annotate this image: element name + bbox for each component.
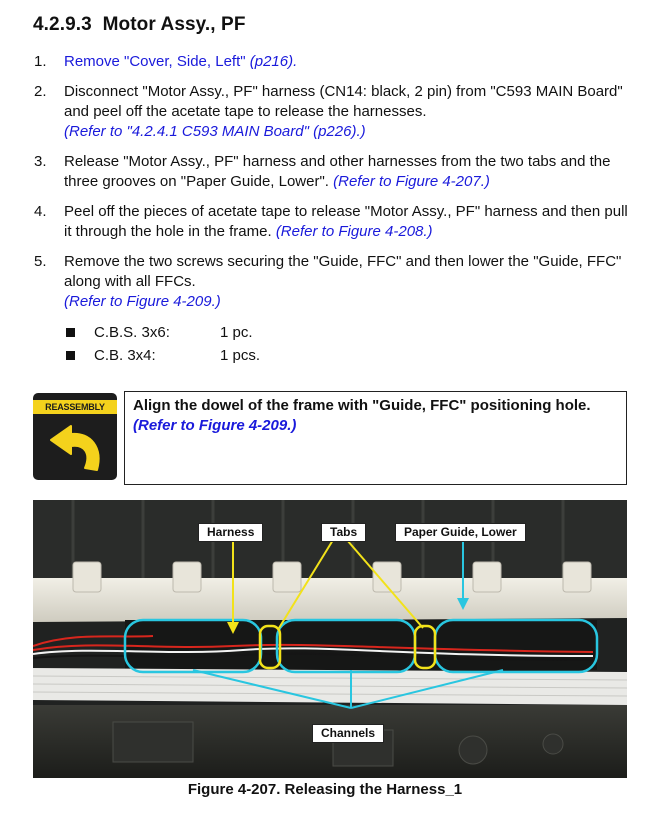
screw-name: C.B. 3x4: xyxy=(94,347,156,364)
step-4-text: Peel off the pieces of acetate tape to release "Motor Assy., PF" harness and then pull it through the hole in the frame. xyxy=(64,203,628,240)
step-5-text: Remove the two screws securing the "Guide, FFC" and then lower the "Guide, FFC" along with all FFCs. xyxy=(64,253,622,290)
step-number: 5. xyxy=(34,253,47,270)
callout-harness: Harness xyxy=(198,523,263,542)
callout-channels: Channels xyxy=(312,724,384,743)
screw-list xyxy=(66,321,260,367)
figure-caption: Figure 4-207. Releasing the Harness_1 xyxy=(187,781,463,798)
step-5-ref[interactable]: (Refer to Figure 4-209.) xyxy=(64,293,221,310)
screw-name: C.B.S. 3x6: xyxy=(94,324,170,341)
step-4-ref[interactable]: (Refer to Figure 4-208.) xyxy=(275,223,433,240)
step-2 xyxy=(34,82,634,142)
reassembly-icon-label: REASSEMBLY xyxy=(33,400,117,414)
bullet-square-icon xyxy=(66,351,75,360)
step-number: 3. xyxy=(34,153,47,170)
screw-qty: 1 pc. xyxy=(220,324,253,341)
callout-paper-guide: Paper Guide, Lower xyxy=(395,523,526,542)
step-5 xyxy=(34,252,634,312)
reassembly-ref[interactable]: (Refer to Figure 4-209.) xyxy=(133,417,297,434)
procedure-steps xyxy=(34,52,634,322)
screw-qty: 1 pcs. xyxy=(220,347,261,364)
screw-item xyxy=(66,321,260,344)
section-number: 4.2.9.3 xyxy=(33,14,92,35)
step-number: 2. xyxy=(34,83,47,100)
reassembly-note xyxy=(124,391,627,485)
step-3-ref[interactable]: (Refer to Figure 4-207.) xyxy=(333,173,490,190)
step-1-link[interactable]: Remove "Cover, Side, Left" xyxy=(64,53,246,70)
section-title: Motor Assy., PF xyxy=(102,14,246,35)
step-number: 1. xyxy=(34,53,47,70)
return-arrow-icon xyxy=(41,418,109,476)
step-1-ref[interactable]: (p216). xyxy=(249,53,298,70)
step-number: 4. xyxy=(34,203,47,220)
step-1 xyxy=(34,52,634,72)
step-4 xyxy=(34,202,634,242)
reassembly-icon xyxy=(33,393,117,480)
section-heading xyxy=(33,14,246,36)
step-3 xyxy=(34,152,634,192)
bullet-square-icon xyxy=(66,328,75,337)
figure-photo xyxy=(33,500,627,778)
reassembly-text: Align the dowel of the frame with "Guide, FFC" positioning hole. xyxy=(133,397,591,414)
step-3-text: Release "Motor Assy., PF" harness and other harnesses from the two tabs and the three grooves on "Paper Guide, Lower". xyxy=(64,153,611,190)
step-2-text: Disconnect "Motor Assy., PF" harness (CN14: black, 2 pin) from "C593 MAIN Board" and peel off the acetate tape to release the harnesses. xyxy=(64,83,623,120)
step-2-ref[interactable]: (Refer to "4.2.4.1 C593 MAIN Board" (p226).) xyxy=(64,123,366,140)
callout-tabs: Tabs xyxy=(321,523,366,542)
screw-item xyxy=(66,344,260,367)
